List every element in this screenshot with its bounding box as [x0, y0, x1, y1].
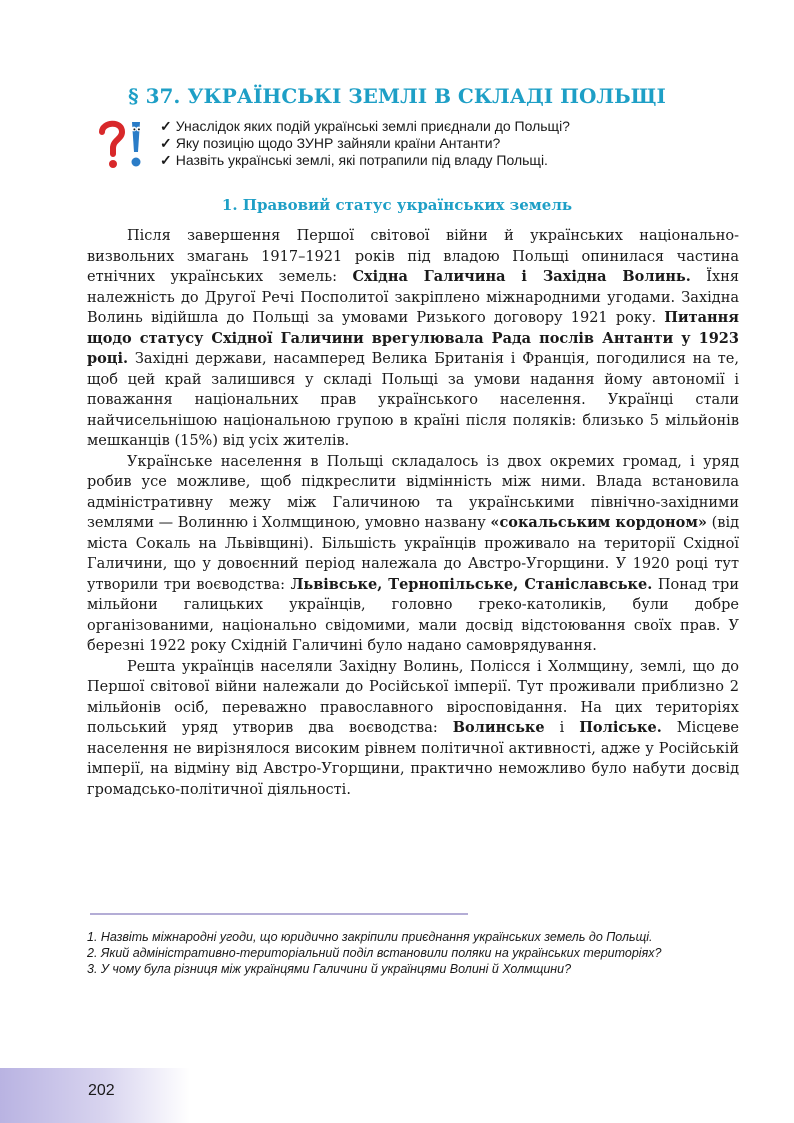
paragraph: Після завершення Першої світової війни й українських національно-визвольних змагань 1917–1921 років під владою Польщі опинилася частина етнічних українських земель: Східна Галичина і Західна Волинь. Їхня належність до Другої Речі Посполитої закріплено міжнародними угодами. Західна Волинь відійшла до Польщі за умовами Ризького договору 1921 року. Питання щодо статусу Східної Галичини врегулювала Рада послів Антанти у 1923 році. Західні держави, насамперед Велика Британія і Франція, погодилися на те, щоб цей край залишився у складі Польщі за умови надання йому автономії і поважання національних прав українського населення. Українці стали найчисельнішою національною групою в країні після поляків: близько 5 мільйонів мешканців (15%) від усіх жителів.	[87, 228, 740, 449]
intro-questions	[100, 118, 700, 169]
section-body	[87, 226, 739, 800]
divider	[90, 913, 468, 915]
section-heading: 1. Правовий статус українських земель	[221, 196, 573, 214]
page-title: § 37. УКРАЇНСЬКІ ЗЕМЛІ В СКЛАДІ ПОЛЬЩІ	[128, 84, 666, 108]
review-questions	[87, 929, 739, 977]
intro-question: ✓ Унаслідок яких подій українські землі приєднали до Польщі?	[160, 118, 570, 134]
review-question: 1. Назвіть міжнародні угоди, що юридично закріпили приєднання українських земель до Польщі.	[87, 930, 653, 944]
check-icon: ✓	[160, 152, 172, 168]
check-icon: ✓	[160, 118, 172, 134]
intro-question: ✓ Назвіть українські землі, які потрапили під владу Польщі.	[160, 152, 548, 168]
review-question: 2. Який адміністративно-територіальний поділ встановили поляки на українських територіях?	[87, 946, 662, 960]
review-question: 3. У чому була різниця між українцями Галичини й українцями Волині й Холмщини?	[87, 962, 572, 976]
paragraph: Українське населення в Польщі складалось із двох окремих громад, і уряд робив усе можливе, щоб підкреслити відмінність між ними. Влада встановила адміністративну межу між Галичиною та українськими північно-західними землями — Волинню і Холмщиною, умовно названу «сокальським кордоном» (від міста Сокаль на Львівщині). Більшість українців проживало на території Східної Галичини, що у довоєнний період належала до Австро-Угорщини. У 1920 році тут утворили три воєводства: Львівське, Тернопільське, Станіславське. Понад три мільйони галицьких українців, головно греко-католиків, були добре організованими, національно свідомими, мали досвід відстоювання своїх прав. У березні 1922 року Східній Галичині було надано самоврядування.	[87, 453, 740, 654]
page-number: 202	[88, 1082, 115, 1099]
paragraph: Решта українців населяли Західну Волинь, Полісся і Холмщину, землі, що до Першої світової війни належали до Російської імперії. Тут проживали приблизно 2 мільйонів осіб, переважно православного віросповідання. На цих територіях польський уряд утворив два воєводства: Волинське і Поліське. Місцеве населення не вирізнялося високим рівнем політичної активності, адже у Російській імперії, на відміну від Австро-Угорщини, практично неможливо було набути досвід громадсько-політичної діяльності.	[87, 658, 739, 798]
intro-question: ✓ Яку позицію щодо ЗУНР зайняли країни Антанти?	[160, 135, 501, 151]
question-exclamation-icon	[96, 118, 154, 172]
check-icon: ✓	[160, 135, 172, 151]
